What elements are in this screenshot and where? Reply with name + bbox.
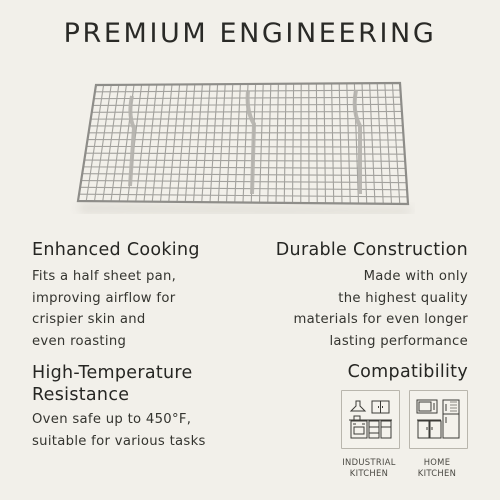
label-line: KITCHEN bbox=[417, 467, 457, 478]
rack-wire bbox=[103, 85, 119, 201]
rack-wire bbox=[218, 84, 225, 202]
industrial-kitchen-label bbox=[334, 457, 404, 478]
title-line: Resistance bbox=[32, 385, 130, 405]
rack-wire bbox=[210, 84, 218, 202]
durable-construction-text bbox=[293, 266, 468, 352]
industrial-kitchen-icon bbox=[342, 391, 399, 448]
rack-wire bbox=[185, 84, 195, 202]
text-line: suitable for various tasks bbox=[32, 433, 206, 449]
rack-wire bbox=[316, 84, 317, 204]
enhanced-cooking-title: Enhanced Cooking bbox=[32, 240, 200, 260]
rack-wire bbox=[86, 85, 103, 201]
text-line: improving airflow for bbox=[32, 290, 176, 306]
text-line: the highest quality bbox=[338, 290, 468, 306]
rack-wire bbox=[177, 84, 187, 201]
durable-construction-title: Durable Construction bbox=[275, 240, 468, 260]
rack-wire bbox=[268, 84, 271, 203]
label-line: KITCHEN bbox=[349, 467, 389, 478]
rack-wire bbox=[385, 83, 392, 204]
text-line: even roasting bbox=[32, 333, 127, 349]
text-line: crispier skin and bbox=[32, 312, 146, 327]
rack-wire bbox=[377, 83, 383, 204]
rack-wire bbox=[332, 83, 334, 203]
rack-wire bbox=[362, 83, 367, 203]
home-kitchen-icon bbox=[410, 391, 467, 448]
home-kitchen-tile bbox=[409, 390, 468, 449]
rack-wire bbox=[370, 83, 375, 204]
rack-wire bbox=[347, 83, 350, 203]
rack-wire bbox=[339, 83, 342, 203]
label-line: INDUSTRIAL bbox=[342, 457, 396, 467]
rack-wire bbox=[235, 84, 241, 202]
rack-wire bbox=[95, 85, 112, 201]
title-line: High-Temperature bbox=[32, 363, 193, 383]
rack-wire bbox=[144, 85, 157, 202]
rack-wire bbox=[293, 84, 294, 203]
high-temperature-text bbox=[32, 409, 206, 452]
label-line: HOME bbox=[423, 457, 451, 467]
rack-wire bbox=[324, 84, 326, 204]
compatibility-title: Compatibility bbox=[347, 362, 468, 382]
rack-wire bbox=[111, 85, 126, 202]
rack-wire bbox=[227, 84, 233, 202]
text-line: Oven safe up to 450°F, bbox=[32, 412, 192, 427]
rack-wire bbox=[194, 84, 203, 202]
rack-wire bbox=[392, 83, 399, 204]
enhanced-cooking-text bbox=[32, 266, 176, 352]
page-title: PREMIUM ENGINEERING bbox=[63, 18, 437, 49]
text-line: Fits a half sheet pan, bbox=[32, 269, 177, 284]
rack-wire bbox=[136, 85, 149, 202]
rack-wire bbox=[260, 84, 264, 203]
rack-wire bbox=[202, 84, 210, 202]
text-line: materials for even longer bbox=[293, 312, 468, 327]
industrial-kitchen-tile bbox=[341, 390, 400, 449]
rack-wire bbox=[284, 84, 286, 203]
cooling-rack-image bbox=[70, 76, 415, 214]
text-line: lasting performance bbox=[329, 333, 468, 349]
home-kitchen-label bbox=[402, 457, 472, 478]
high-temperature-title bbox=[32, 362, 193, 406]
text-line: Made with only bbox=[363, 269, 468, 284]
rack-wire bbox=[276, 84, 278, 203]
